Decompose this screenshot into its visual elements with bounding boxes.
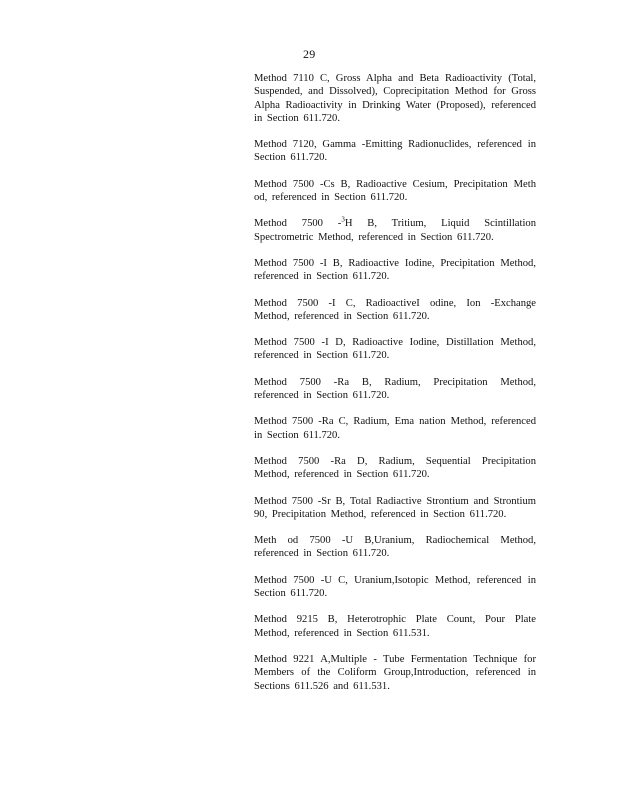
method-entry-7500-3h-b xyxy=(254,217,536,244)
entry-text-after-superscript: H B, Tritium, Liquid Scintillation Spectrometric Method, referenced in Section 611.720. xyxy=(254,218,536,243)
method-entry-7110c: Method 7110 C, Gross Alpha and Beta Radioactivity (Total, Suspended, and Dissolved), Coprecipitation Method for Gross Alpha Radioactivity in Drinking Water (Proposed), referenced in Section 611.720. xyxy=(254,73,536,124)
method-entry-9215-b: Method 9215 B, Heterotrophic Plate Count, Pour Plate Method, referenced in Section 611.531. xyxy=(254,614,536,639)
method-entry-7500-i-d: Method 7500 -I D, Radioactive Iodine, Distillation Method, referenced in Section 611.720. xyxy=(254,337,536,362)
method-entry-7500-ra-d: Method 7500 -Ra D, Radium, Sequential Precipitation Method, referenced in Section 611.720. xyxy=(254,455,536,481)
method-reference-list xyxy=(254,72,536,706)
page-number: 29 xyxy=(303,47,316,61)
method-entry-7500-i-c: Method 7500 -I C, RadioactiveI odine, Ion -Exchange Method, referenced in Section 611.720. xyxy=(254,297,536,322)
method-entry-7500-ra-c: Method 7500 -Ra C, Radium, Ema nation Method, referenced in Section 611.720. xyxy=(254,416,536,441)
method-entry-7500-cs-b: Method 7500 -Cs B, Radioactive Cesium, Precipitation Meth od, referenced in Section 611.720. xyxy=(254,178,536,204)
method-entry-9221-a: Method 9221 A,Multiple - Tube Fermentation Technique for Members of the Coliform Group,Introduction, referenced in Sections 611.526 and 611.531. xyxy=(254,653,536,692)
method-entry-7500-sr-b: Method 7500 -Sr B, Total Radiactive Strontium and Strontium 90, Precipitation Method, referenced in Section 611.720. xyxy=(254,495,536,520)
method-entry-7500-i-b: Method 7500 -I B, Radioactive Iodine, Precipitation Method, referenced in Section 611.720. xyxy=(254,257,536,283)
method-entry-7120: Method 7120, Gamma -Emitting Radionuclides, referenced in Section 611.720. xyxy=(254,139,536,164)
superscript-3: 3 xyxy=(341,215,345,224)
method-entry-7500-ra-b: Method 7500 -Ra B, Radium, Precipitation Method, referenced in Section 611.720. xyxy=(254,376,536,402)
method-entry-7500-u-c: Method 7500 -U C, Uranium,Isotopic Method, referenced in Section 611.720. xyxy=(254,574,536,600)
method-entry-7500-u-b: Meth od 7500 -U B,Uranium, Radiochemical Method, referenced in Section 611.720. xyxy=(254,535,536,560)
entry-text-before-superscript: Method 7500 - xyxy=(254,218,342,230)
